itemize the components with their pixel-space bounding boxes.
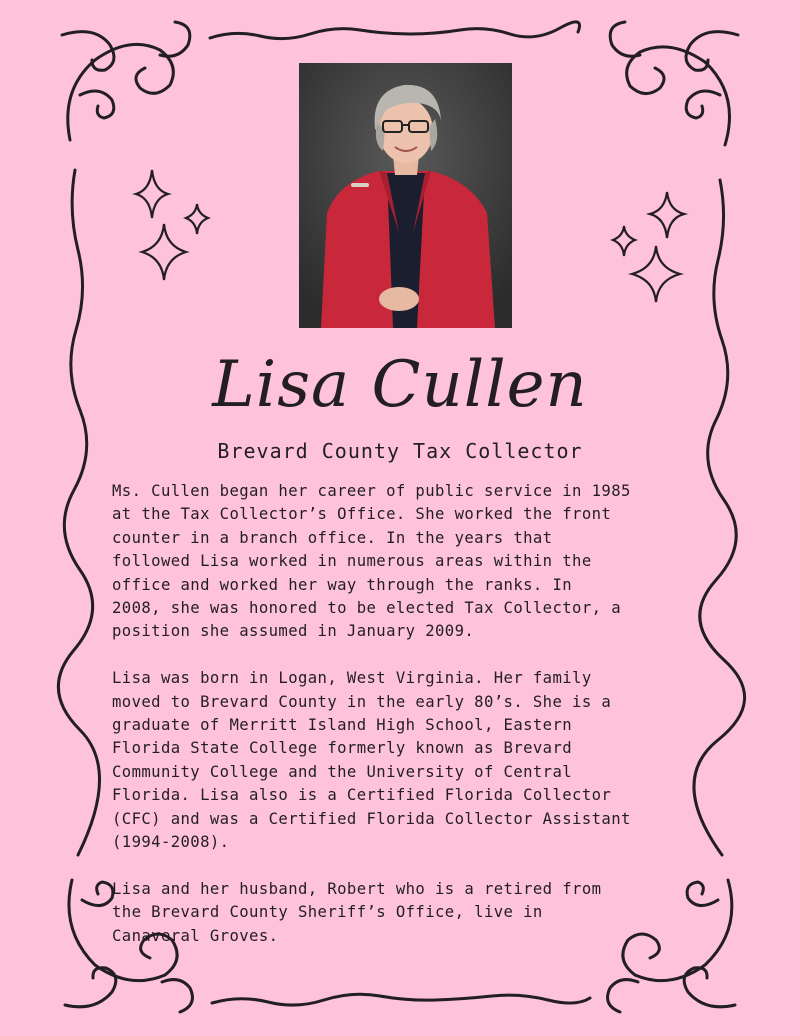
top-left-swirl-icon [62,22,190,140]
left-wave-line [58,170,99,855]
right-sparkle-icon [613,192,684,302]
bio-paragraph-career: Ms. Cullen began her career of public service in 1985 at the Tax Collector’s Office. She worked the front counter in a branch office. In the years that followed Lisa worked in numerous areas within the office and worked her way through the ranks. In 2008, she was honored to be elected Tax Collector, a position she assumed in January 2009. [112,482,631,641]
person-name: Lisa Cullen [212,348,588,422]
job-title: Brevard County Tax Collector [217,439,583,463]
portrait-photo [299,63,512,328]
top-right-swirl-icon [610,22,738,145]
biography [112,480,732,971]
top-wave-line [210,22,580,39]
left-sparkle-icon [136,170,208,280]
bio-paragraph-family: Lisa and her husband, Robert who is a retired from the Brevard County Sheriff’s Office, live in Canaveral Groves. [112,879,602,945]
bottom-wave-line [212,994,590,1005]
bio-paragraph-education: Lisa was born in Logan, West Virginia. Her family moved to Brevard County in the early 80’s. She is a graduate of Merritt Island High School, Eastern Florida State College formerly known as Brevard Community College and the University of Central Florida. Lisa also is a Certified Florida Collector (CFC) and was a Certified Florida Collector Assistant (1994-2008). [112,669,631,852]
